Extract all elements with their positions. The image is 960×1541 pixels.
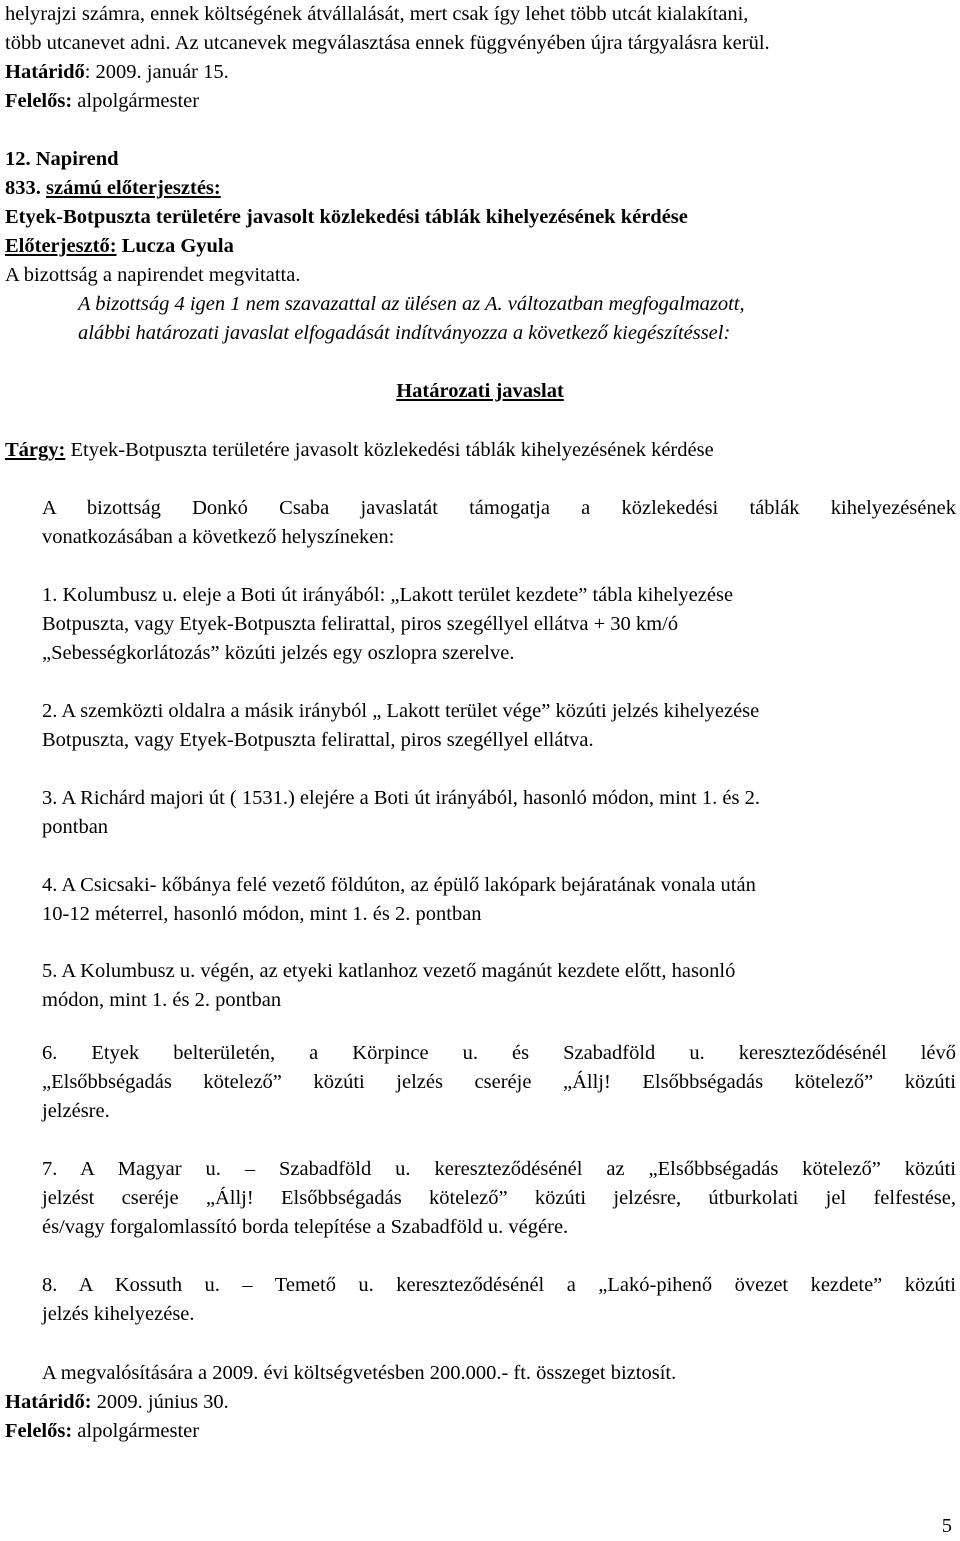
deadline-line: Határidő: 2009. június 30. bbox=[5, 1391, 229, 1413]
presenter-line: Előterjesztő: Lucza Gyula bbox=[5, 235, 234, 257]
support-paragraph bbox=[42, 494, 956, 552]
agenda-header bbox=[5, 145, 955, 290]
resolution-heading: Határozati javaslat bbox=[396, 380, 564, 402]
text-line: alábbi határozati javaslat elfogadását indítványozza a következő kiegészítéssel: bbox=[78, 322, 731, 344]
list-item: 5. A Kolumbusz u. végén, az etyeki katlanhoz vezető magánút kezdete előtt, hasonló módon, mint 1. és 2. pontban bbox=[42, 960, 736, 1011]
subject-text: Etyek-Botpuszta területére javasolt közlekedési táblák kihelyezésének kérdése bbox=[65, 439, 714, 461]
text-line: helyrajzi számra, ennek költségének átvállalását, mert csak így lehet több utcát kialakítani, bbox=[5, 3, 749, 25]
agenda-title: 12. Napirend bbox=[5, 148, 119, 170]
list-item: 3. A Richárd majori út ( 1531.) elejére a Boti út irányából, hasonló módon, mint 1. és 2. pontban bbox=[42, 787, 760, 838]
budget-line: A megvalósítására a 2009. évi költségvetésben 200.000.- ft. összeget biztosít. bbox=[42, 1362, 677, 1384]
responsible-line: Felelős: alpolgármester bbox=[5, 1420, 200, 1442]
text-line: A bizottság 4 igen 1 nem szavazattal az ülésen az A. változatban megfogalmazott, bbox=[78, 293, 745, 315]
list-item: 8. A Kossuth u. – Temető u. kereszteződésénél a „Lakó-pihenő övezet kezdete” közúti jelzés kihelyezése. bbox=[42, 1274, 956, 1325]
intro-paragraph bbox=[5, 0, 955, 116]
list-item: 2. A szemközti oldalra a másik irányból „ Lakott terület vége” közúti jelzés kihelyezése Botpuszta, vagy Etyek-Botpuszta felirattal, piros szegéllyel ellátva. bbox=[42, 700, 760, 751]
text-line: több utcanevet adni. Az utcanevek megválasztása ennek függvényében újra tárgyalásra kerül. bbox=[5, 32, 770, 54]
deadline-line: Határidő: 2009. január 15. bbox=[5, 61, 229, 83]
proposal-number: 833. számú előterjesztés: bbox=[5, 177, 221, 199]
subject-line bbox=[5, 436, 955, 465]
list-item: 4. A Csicsaki- kőbánya felé vezető földúton, az épülő lakópark bejáratának vonala után 10-12 méterrel, hasonló módon, mint 1. és 2. pontban bbox=[42, 874, 756, 925]
proposal-subject: Etyek-Botpuszta területére javasolt közlekedési táblák kihelyezésének kérdése bbox=[5, 206, 688, 228]
page-number: 5 bbox=[941, 1515, 952, 1537]
subject-label: Tárgy: bbox=[5, 439, 66, 461]
text-line: A bizottság Donkó Csaba javaslatát támogatja a közlekedési táblák kihelyezésének bbox=[42, 497, 956, 519]
list-item: 7. A Magyar u. – Szabadföld u. kereszteződésénél az „Elsőbbségadás kötelező” közúti jelzést cseréje „Állj! Elsőbbségadás kötelező” közúti jelzésre, útburkolati jel felfestése, és/vagy forgalomlassító borda telepítése a Szabadföld u. végére. bbox=[42, 1158, 956, 1238]
responsible-line: Felelős: alpolgármester bbox=[5, 90, 200, 112]
list-item: 6. Etyek belterületén, a Körpince u. és Szabadföld u. kereszteződésénél lévő „Elsőbbségadás kötelező” közúti jelzés cseréje „Állj! Elsőbbségadás kötelező” közúti jelzésre. bbox=[42, 1042, 956, 1122]
text-line: vonatkozásában a következő helyszíneken: bbox=[42, 526, 395, 548]
list-item: 1. Kolumbusz u. eleje a Boti út irányából: „Lakott terület kezdete” tábla kihelyezése Botpuszta, vagy Etyek-Botpuszta felirattal, piros szegéllyel ellátva + 30 km/ó „Sebességkorlátozás” közúti jelzés egy oszlopra szerelve. bbox=[42, 584, 734, 664]
discussed-line: A bizottság a napirendet megvitatta. bbox=[5, 264, 301, 286]
vote-paragraph bbox=[78, 290, 956, 348]
closing-block bbox=[5, 1388, 955, 1446]
